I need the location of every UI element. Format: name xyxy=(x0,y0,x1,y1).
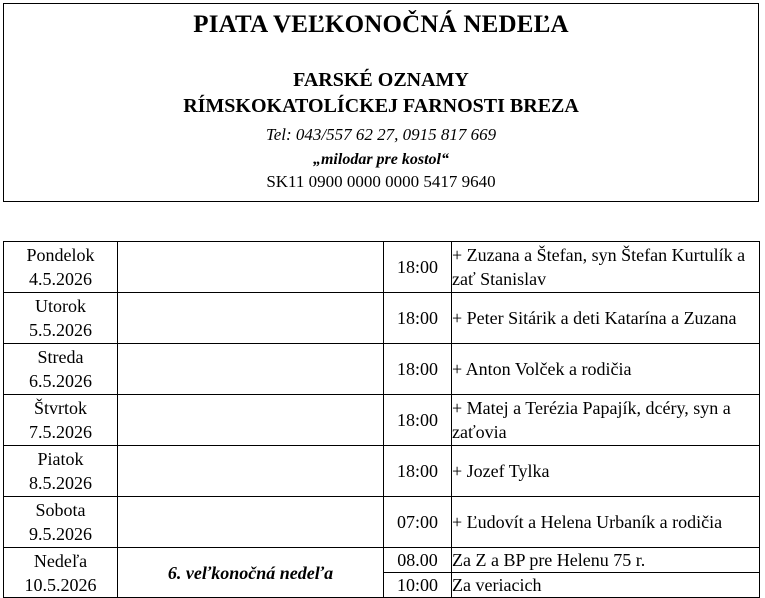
day-cell xyxy=(4,344,118,395)
table-row xyxy=(4,293,760,344)
table-row xyxy=(4,446,760,497)
mass-intention: Za Z a BP pre Helenu 75 r. xyxy=(452,548,760,573)
mass-schedule-table xyxy=(3,241,760,598)
donation-label: „milodar pre kostol“ xyxy=(312,151,449,168)
announcements-heading: FARSKÉ OZNAMY xyxy=(293,69,469,91)
day-name: Utorok xyxy=(35,296,86,316)
mass-time: 18:00 xyxy=(384,293,452,344)
day-note xyxy=(118,242,384,293)
day-note xyxy=(118,395,384,446)
day-name: Sobota xyxy=(35,500,86,520)
table-row xyxy=(4,242,760,293)
parish-name: RÍMSKOKATOLÍCKEJ FARNOSTI BREZA xyxy=(183,95,579,117)
mass-time: 18:00 xyxy=(384,395,452,446)
day-name: Štvrtok xyxy=(33,398,87,418)
table-row-sunday xyxy=(4,548,760,573)
day-cell xyxy=(4,548,118,598)
day-date: 8.5.2026 xyxy=(29,473,92,493)
day-date: 7.5.2026 xyxy=(29,422,92,442)
day-date: 6.5.2026 xyxy=(29,371,92,391)
day-name: Pondelok xyxy=(26,245,95,265)
table-row xyxy=(4,344,760,395)
phone-numbers: Tel: 043/557 62 27, 0915 817 669 xyxy=(265,125,497,144)
day-note xyxy=(118,344,384,395)
day-cell xyxy=(4,242,118,293)
day-date: 10.5.2026 xyxy=(24,574,97,595)
mass-time: 18:00 xyxy=(384,446,452,497)
mass-intention: + Ľudovít a Helena Urbaník a rodičia xyxy=(452,497,760,548)
day-note xyxy=(118,446,384,497)
day-name: Nedeľa xyxy=(33,550,88,571)
table-row xyxy=(4,497,760,548)
day-cell xyxy=(4,497,118,548)
day-cell xyxy=(4,446,118,497)
mass-intention: + Anton Volček a rodičia xyxy=(452,344,760,395)
mass-intention: + Zuzana a Štefan, syn Štefan Kurtulík a zať Stanislav xyxy=(452,242,760,293)
sunday-note: 6. veľkonočná nedeľa xyxy=(118,548,384,598)
day-date: 4.5.2026 xyxy=(29,269,92,289)
table-row xyxy=(4,395,760,446)
day-note xyxy=(118,293,384,344)
mass-intention: + Matej a Terézia Papajík, dcéry, syn a zaťovia xyxy=(452,395,760,446)
page-title: PIATA VEĽKONOČNÁ NEDEĽA xyxy=(193,11,569,38)
iban-number: SK11 0900 0000 0000 5417 9640 xyxy=(266,172,496,191)
mass-intention: + Peter Sitárik a deti Katarína a Zuzana xyxy=(452,293,760,344)
mass-time: 18:00 xyxy=(384,242,452,293)
day-name: Piatok xyxy=(37,449,84,469)
day-date: 5.5.2026 xyxy=(29,320,92,340)
mass-intention: Za veriacich xyxy=(452,573,760,598)
mass-time: 08.00 xyxy=(384,548,452,573)
header-box xyxy=(3,3,759,202)
day-date: 9.5.2026 xyxy=(29,524,92,544)
day-name: Streda xyxy=(37,347,84,367)
mass-time: 10:00 xyxy=(384,573,452,598)
day-note xyxy=(118,497,384,548)
day-cell xyxy=(4,395,118,446)
day-cell xyxy=(4,293,118,344)
mass-time: 07:00 xyxy=(384,497,452,548)
mass-intention: + Jozef Tylka xyxy=(452,446,760,497)
mass-time: 18:00 xyxy=(384,344,452,395)
